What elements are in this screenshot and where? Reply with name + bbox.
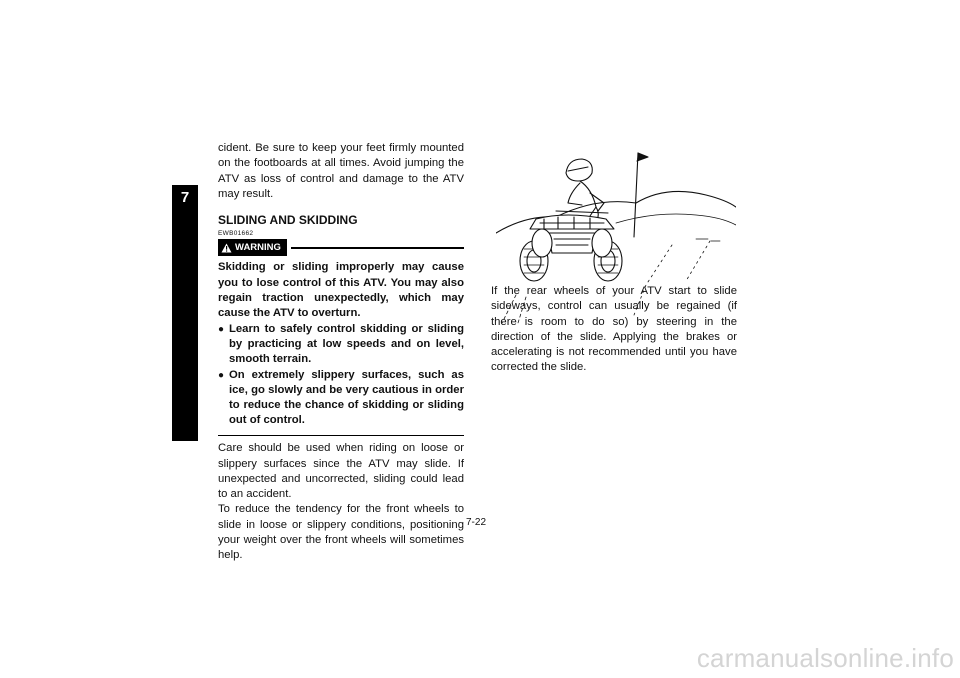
right-paragraph: If the rear wheels of your ATV start to slide sideways, control can usually be regained (if there is room to do so) by steering in the direction of the slide. Applying the brakes or accelerating is not recommended until you have corrected the slide. (491, 285, 737, 374)
right-column (491, 284, 737, 376)
warning-text: Skidding or sliding improperly may cause you to lose control of this ATV. You may also regain traction unexpectedly, which may cause the ATV to overturn. (218, 261, 464, 320)
warning-rule (291, 247, 464, 249)
left-column (218, 141, 464, 564)
warning-triangle-icon (221, 243, 232, 253)
warning-header (218, 239, 464, 256)
bullet-text: On extremely slippery surfaces, such as ice, go slowly and be very cautious in order to reduce the chance of skidding or sliding out of control. (229, 368, 464, 427)
intro-paragraph: cident. Be sure to keep your feet firmly mounted on the footboards at all times. Avoid jumping the ATV as loss of control and damage to the ATV may result. (218, 142, 464, 200)
warning-badge (218, 239, 287, 256)
warning-label: WARNING (235, 242, 281, 254)
chapter-tab: 7 (172, 185, 198, 441)
bullet-dot-icon: ● (218, 323, 225, 335)
watermark: carmanualsonline.info (696, 643, 954, 673)
body-paragraph-2: Care should be used when riding on loose or slippery surfaces since the ATV may slide. If unexpected and uncorrected, sliding could lead to an accident. (218, 442, 464, 501)
reference-code: EWB01662 (218, 230, 254, 238)
page-number: 7-22 (466, 517, 487, 528)
warning-bullet-2 (218, 368, 464, 429)
bullet-text: Learn to safely control skidding or sliding by practicing at low speeds and on level, smooth terrain. (229, 322, 464, 366)
bullet-dot-icon: ● (218, 369, 225, 381)
warning-bullet-1 (218, 322, 464, 368)
section-title: SLIDING AND SKIDDING (218, 213, 358, 228)
warning-end-rule (218, 435, 464, 437)
body-paragraph-3: To reduce the tendency for the front wheels to slide in loose or slippery conditions, positioning your weight over the front wheels will sometimes help. (218, 503, 464, 562)
